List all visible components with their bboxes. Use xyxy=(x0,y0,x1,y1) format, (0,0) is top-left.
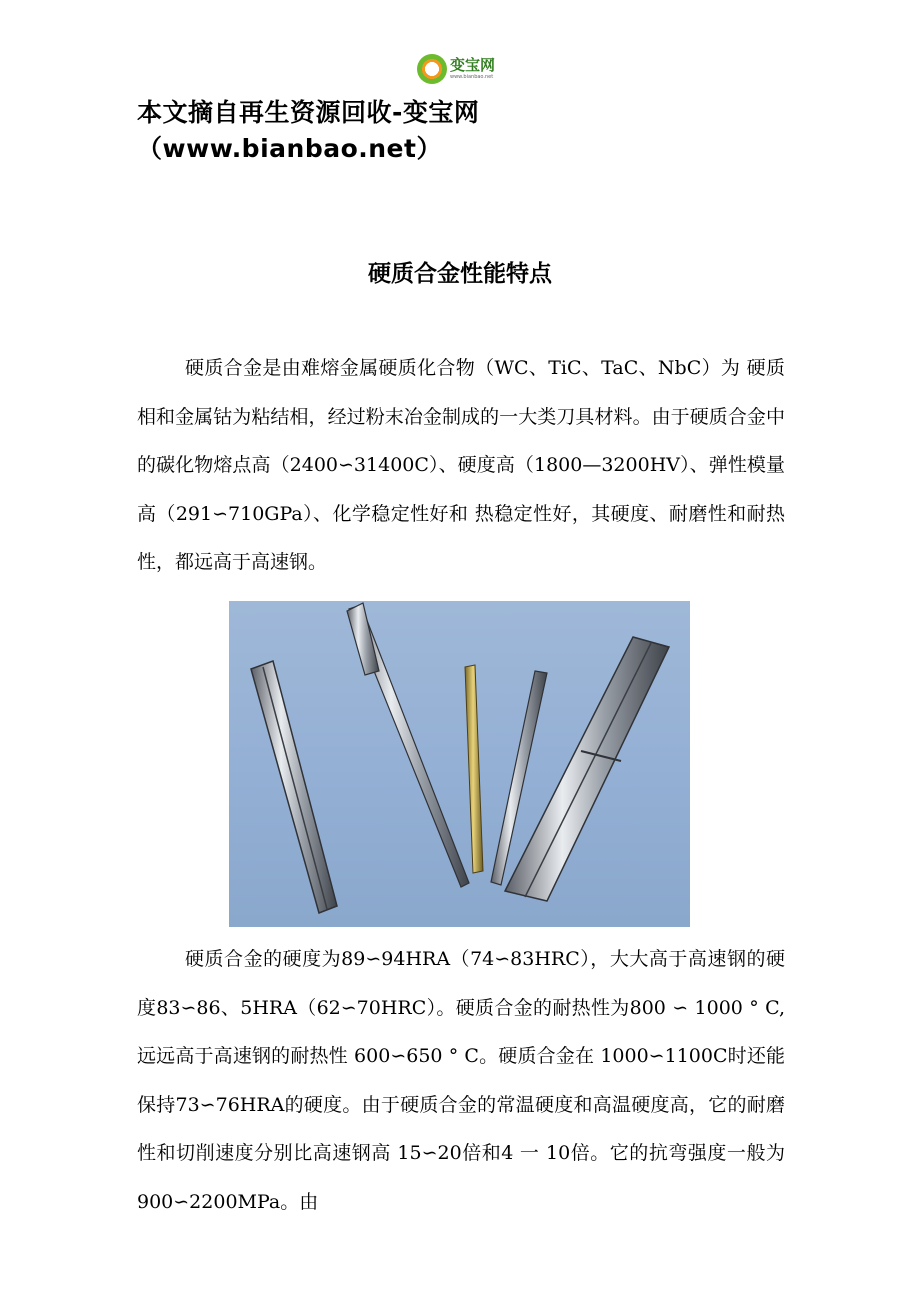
source-headline: 本文摘自再生资源回收-变宝网（www.bianbao.net） xyxy=(137,98,480,163)
reamer-illustration xyxy=(229,601,690,927)
reamer-2 xyxy=(347,603,469,887)
logo-url: www.bianbao.net xyxy=(450,74,494,80)
article-title: 硬质合金性能特点 xyxy=(368,261,552,287)
reamer-1 xyxy=(251,661,337,913)
paragraph-2: 硬质合金的硬度为89∽94HRA（74∽83HRC），大大高于高速钢的硬度83∽86、5HRA（62∽70HRC）。硬质合金的耐热性为800 ∽ 1000 ° C,远远高于高速钢的耐热性 600∽650 ° C。硬质合金在 1000∽1100C时还能保持73∽76HRA的硬度。由于硬质合金的常温硬度和高温硬度高，它的耐磨性和切削速度分别比高速钢高 15∽20倍和4 一 10倍。它的抗弯强度一般为900∽2200MPa。由 xyxy=(137,948,785,1213)
site-logo xyxy=(417,52,503,86)
paragraph-1: 硬质合金是由难熔金属硬质化合物（WC、TiC、TaC、NbC）为 硬质相和金属钴为粘结相，经过粉末冶金制成的一大类刀具材料。由于硬质合金中的碳化物熔点高（2400∽31400C）、硬度高（1800—3200HV）、弹性模量高（291∽710GPa）、化学稳定性好和 热稳定性好，其硬度、耐磨性和耐热性，都远高于高速钢。 xyxy=(137,357,785,573)
reamer-3 xyxy=(465,665,483,873)
reamer-photo xyxy=(229,601,690,927)
logo-icon xyxy=(417,54,447,84)
reamer-5 xyxy=(505,637,669,901)
logo-name: 变宝网 xyxy=(450,56,496,74)
